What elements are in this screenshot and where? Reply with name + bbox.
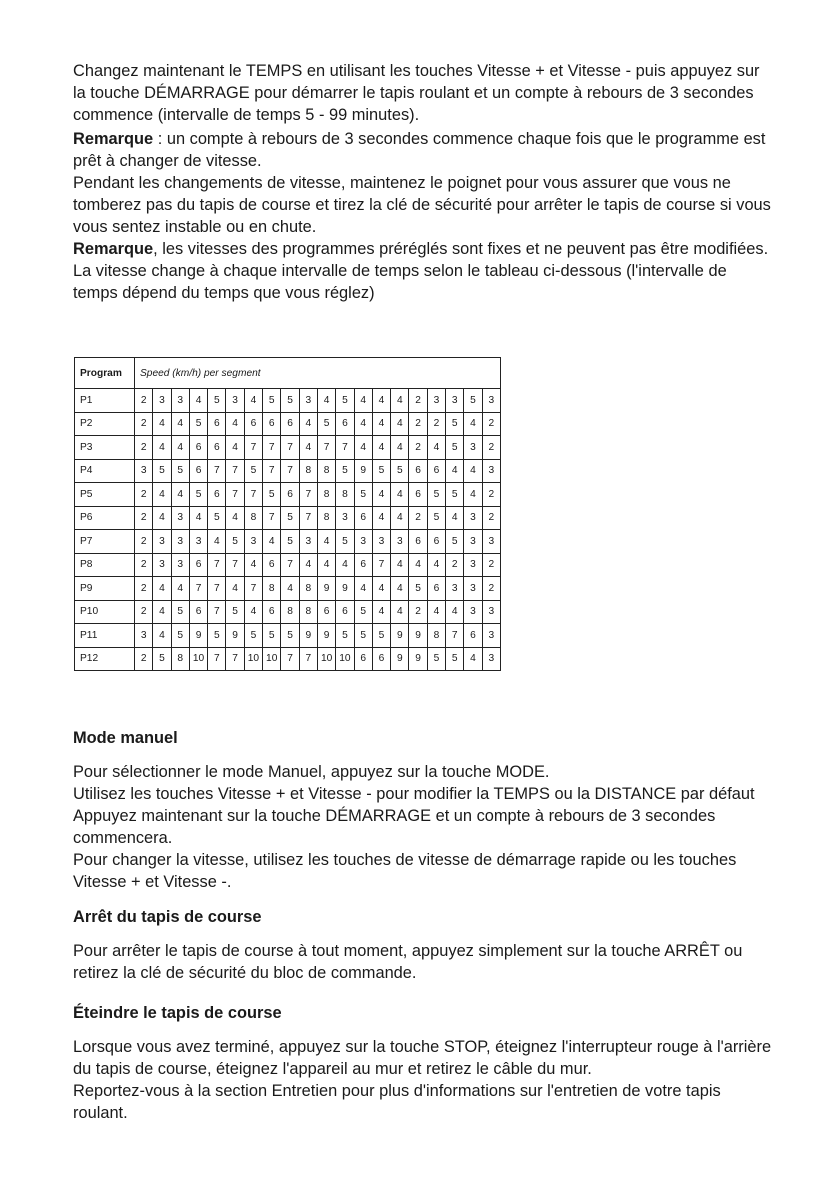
speed-cell: 6 [263,412,281,436]
speed-cell: 5 [281,530,299,554]
speed-cell: 4 [153,436,171,460]
speed-cell: 4 [427,553,445,577]
speed-cell: 5 [391,459,409,483]
speed-cell: 5 [446,483,464,507]
speed-cell: 10 [244,647,262,671]
speed-cell: 5 [171,459,189,483]
speed-cell: 7 [263,506,281,530]
program-name-cell: P5 [75,483,135,507]
speed-cell: 3 [464,506,482,530]
program-name-cell: P3 [75,436,135,460]
speed-cell: 3 [153,553,171,577]
speed-cell: 3 [135,624,153,648]
speed-cell: 5 [263,483,281,507]
speed-cell: 3 [336,506,354,530]
speed-cell: 3 [171,530,189,554]
speed-cell: 4 [464,459,482,483]
speed-cell: 7 [446,624,464,648]
speed-cell: 8 [263,577,281,601]
speed-cell: 2 [135,389,153,413]
speed-cell: 7 [244,436,262,460]
speed-cell: 7 [189,577,207,601]
off-paragraph-1: Lorsque vous avez terminé, appuyez sur la touche STOP, éteignez l'interrupteur rouge à l'arrière du tapis de course, éteignez l'appareil au mur et retirez le câble du mur. [73,1038,772,1078]
speed-cell: 7 [281,647,299,671]
speed-cell: 4 [372,483,390,507]
speed-cell: 4 [263,530,281,554]
speed-cell: 9 [317,624,335,648]
speed-cell: 3 [446,577,464,601]
speed-cell: 7 [226,483,244,507]
speed-cell: 4 [372,600,390,624]
table-row [75,389,501,413]
remark-2 [73,238,773,260]
speed-cell: 4 [372,412,390,436]
speed-cell: 2 [135,506,153,530]
speed-cell: 2 [409,389,427,413]
speed-cell: 4 [171,436,189,460]
speed-cell: 4 [372,506,390,530]
speed-cell: 7 [317,436,335,460]
speed-cell: 8 [317,483,335,507]
manual-paragraph-4: Pour changer la vitesse, utilisez les touches de vitesse de démarrage rapide ou les touches Vitesse + et Vitesse -. [73,851,737,891]
speed-cell: 10 [189,647,207,671]
remark-2-label: Remarque [73,240,154,258]
speed-cell: 4 [372,436,390,460]
speed-cell: 4 [464,483,482,507]
manual-title: Mode manuel [73,729,178,747]
speed-cell: 3 [135,459,153,483]
program-name-cell: P6 [75,506,135,530]
speed-cell: 4 [299,553,317,577]
speed-cell: 5 [336,389,354,413]
header-program: Program [75,358,135,389]
speed-cell: 4 [391,389,409,413]
remark-1-text: : un compte à rebours de 3 secondes commence chaque fois que le programme est prêt à changer de vitesse. [73,130,766,170]
speed-cell: 4 [189,506,207,530]
speed-cell: 3 [391,530,409,554]
speed-cell: 5 [281,389,299,413]
program-name-cell: P7 [75,530,135,554]
speed-cell: 4 [446,600,464,624]
speed-cell: 5 [244,624,262,648]
speed-cell: 8 [171,647,189,671]
speed-cell: 5 [354,600,372,624]
speed-cell: 6 [336,600,354,624]
speed-cell: 5 [354,624,372,648]
speed-cell: 8 [336,483,354,507]
speed-cell: 7 [244,483,262,507]
speed-cell: 5 [317,412,335,436]
speed-cell: 7 [299,483,317,507]
speed-cell: 3 [226,389,244,413]
speed-cell: 9 [317,577,335,601]
speed-cell: 8 [244,506,262,530]
speed-cell: 5 [226,600,244,624]
speed-cell: 6 [281,483,299,507]
speed-cell: 6 [208,436,226,460]
speed-cell: 3 [171,389,189,413]
speed-cell: 2 [482,506,500,530]
speed-cell: 4 [299,412,317,436]
speed-cell: 4 [171,483,189,507]
speed-cell: 8 [281,600,299,624]
speed-cell: 4 [391,412,409,436]
speed-cell: 9 [391,624,409,648]
speed-cell: 4 [427,600,445,624]
speed-cell: 5 [189,483,207,507]
speed-cell: 3 [464,530,482,554]
speed-cell: 7 [299,506,317,530]
speed-cell: 4 [226,577,244,601]
speed-cell: 5 [464,389,482,413]
speed-cell: 5 [281,624,299,648]
speed-cell: 6 [244,412,262,436]
program-name-cell: P10 [75,600,135,624]
speed-cell: 2 [409,506,427,530]
speed-cell: 5 [427,647,445,671]
speed-cell: 3 [244,530,262,554]
speed-cell: 4 [153,624,171,648]
speed-cell: 4 [317,553,335,577]
speed-cell: 4 [189,389,207,413]
speed-cell: 5 [208,624,226,648]
speed-cell: 5 [281,506,299,530]
speed-cell: 3 [482,459,500,483]
speed-cell: 2 [409,600,427,624]
speed-cell: 5 [208,506,226,530]
speed-cell: 2 [409,412,427,436]
speed-cell: 7 [299,647,317,671]
speed-cell: 6 [208,483,226,507]
speed-cell: 2 [446,553,464,577]
table-row [75,436,501,460]
table-row [75,483,501,507]
speed-cell: 2 [135,483,153,507]
speed-cell: 8 [317,459,335,483]
speed-cell: 5 [336,624,354,648]
speed-cell: 3 [482,647,500,671]
speed-cell: 9 [299,624,317,648]
speed-cell: 4 [244,553,262,577]
speed-cell: 4 [171,412,189,436]
speed-cell: 5 [446,436,464,460]
speed-cell: 6 [317,600,335,624]
speed-cell: 3 [299,530,317,554]
speed-cell: 5 [153,459,171,483]
speed-cell: 7 [372,553,390,577]
speed-cell: 6 [189,459,207,483]
speed-cell: 9 [226,624,244,648]
speed-cell: 5 [171,624,189,648]
speed-cell: 4 [153,483,171,507]
speed-cell: 9 [189,624,207,648]
speed-cell: 7 [226,459,244,483]
program-name-cell: P8 [75,553,135,577]
speed-cell: 2 [135,647,153,671]
speed-cell: 4 [226,506,244,530]
speed-cell: 6 [281,412,299,436]
speed-cell: 4 [153,577,171,601]
off-section [73,1002,773,1124]
speed-cell: 6 [336,412,354,436]
table-row [75,530,501,554]
off-paragraph-2: Reportez-vous à la section Entretien pour plus d'informations sur l'entretien de votre tapis roulant. [73,1082,721,1122]
speed-cell: 4 [153,600,171,624]
speed-cell: 6 [427,459,445,483]
speed-cell: 3 [482,624,500,648]
speed-cell: 3 [464,600,482,624]
speed-cell: 9 [409,647,427,671]
speed-cell: 4 [446,506,464,530]
speed-cell: 5 [427,506,445,530]
speed-cell: 10 [263,647,281,671]
speed-cell: 4 [354,577,372,601]
speed-cell: 3 [189,530,207,554]
table-row [75,577,501,601]
speed-cell: 4 [391,436,409,460]
speed-cell: 7 [208,600,226,624]
speed-cell: 7 [208,577,226,601]
remark-1-label: Remarque [73,130,154,148]
speed-cell: 4 [391,553,409,577]
speed-cell: 7 [226,647,244,671]
stop-paragraph-1: Pour arrêter le tapis de course à tout moment, appuyez simplement sur la touche ARRÊT ou retirez la clé de sécurité du bloc de commande. [73,942,743,982]
intro-section [73,60,773,304]
speed-cell: 5 [226,530,244,554]
speed-cell: 7 [208,459,226,483]
header-speed: Speed (km/h) per segment [135,358,501,389]
speed-cell: 4 [464,412,482,436]
speed-cell: 5 [427,483,445,507]
speed-cell: 4 [446,459,464,483]
speed-cell: 5 [189,412,207,436]
intro-paragraph-2: Pendant les changements de vitesse, maintenez le poignet pour vous assurer que vous ne tomberez pas du tapis de course et tirez la clé de sécurité pour arrêter le tapis de course si vous vous sentez instable ou en chute. [73,174,771,236]
speed-cell: 4 [391,506,409,530]
table-row [75,412,501,436]
speed-cell: 4 [153,506,171,530]
table-row [75,624,501,648]
speed-cell: 6 [409,483,427,507]
speed-cell: 4 [372,577,390,601]
table-row [75,506,501,530]
speed-cell: 9 [391,647,409,671]
speed-cell: 4 [391,483,409,507]
speed-cell: 7 [263,459,281,483]
speed-cell: 10 [336,647,354,671]
speed-cell: 5 [446,647,464,671]
speed-cell: 5 [171,600,189,624]
speed-cell: 5 [446,530,464,554]
speed-cell: 7 [281,459,299,483]
speed-cell: 4 [372,389,390,413]
speed-cell: 8 [427,624,445,648]
program-name-cell: P2 [75,412,135,436]
program-name-cell: P11 [75,624,135,648]
speed-cell: 8 [299,577,317,601]
program-name-cell: P12 [75,647,135,671]
speed-cell: 3 [171,553,189,577]
speed-cell: 2 [427,412,445,436]
speed-cell: 6 [189,600,207,624]
table-row [75,553,501,577]
stop-title: Arrêt du tapis de course [73,908,262,926]
speed-cell: 3 [299,389,317,413]
speed-cell: 6 [263,553,281,577]
speed-cell: 5 [446,412,464,436]
speed-cell: 4 [391,577,409,601]
speed-cell: 5 [208,389,226,413]
stop-section [73,906,773,984]
speed-cell: 4 [244,389,262,413]
manual-paragraph-2: Utilisez les touches Vitesse + et Vitesse - pour modifier la TEMPS ou la DISTANCE par défaut [73,785,755,803]
speed-cell: 5 [263,624,281,648]
speed-cell: 7 [208,647,226,671]
intro-paragraph-1: Changez maintenant le TEMPS en utilisant les touches Vitesse + et Vitesse - puis appuyez sur la touche DÉMARRAGE pour démarrer le tapis roulant et un compte à rebours de 3 secondes commence (intervalle de temps 5 - 99 minutes). [73,62,760,124]
speed-cell: 4 [281,577,299,601]
program-name-cell: P1 [75,389,135,413]
speed-cell: 6 [464,624,482,648]
speed-cell: 4 [317,389,335,413]
speed-cell: 3 [464,436,482,460]
speed-cell: 4 [153,412,171,436]
manual-paragraph-3: Appuyez maintenant sur la touche DÉMARRAGE et un compte à rebours de 3 secondes commencera. [73,807,716,847]
speed-cell: 6 [189,553,207,577]
speed-cell: 3 [482,389,500,413]
speed-cell: 2 [482,553,500,577]
speed-cell: 2 [409,436,427,460]
speed-cell: 3 [464,577,482,601]
speed-cell: 6 [427,577,445,601]
speed-cell: 8 [317,506,335,530]
speed-cell: 5 [409,577,427,601]
program-name-cell: P9 [75,577,135,601]
speed-cell: 9 [354,459,372,483]
speed-cell: 4 [354,436,372,460]
speed-table [74,357,501,671]
speed-cell: 3 [153,530,171,554]
speed-cell: 6 [427,530,445,554]
speed-cell: 3 [446,389,464,413]
speed-cell: 5 [372,459,390,483]
speed-cell: 6 [354,647,372,671]
speed-cell: 4 [226,436,244,460]
speed-cell: 4 [354,412,372,436]
speed-cell: 3 [171,506,189,530]
speed-cell: 4 [409,553,427,577]
speed-cell: 2 [135,600,153,624]
speed-cell: 8 [299,459,317,483]
program-name-cell: P4 [75,459,135,483]
speed-cell: 4 [299,436,317,460]
speed-cell: 3 [372,530,390,554]
speed-cell: 9 [409,624,427,648]
speed-cell: 2 [482,577,500,601]
table-body [75,389,501,671]
speed-cell: 7 [244,577,262,601]
speed-table-wrapper [74,357,501,671]
speed-cell: 3 [482,530,500,554]
speed-cell: 4 [391,600,409,624]
speed-cell: 2 [135,530,153,554]
speed-cell: 3 [153,389,171,413]
speed-cell: 9 [336,577,354,601]
table-header-row [75,358,501,389]
speed-cell: 8 [299,600,317,624]
speed-cell: 2 [135,553,153,577]
speed-cell: 6 [354,553,372,577]
speed-cell: 5 [372,624,390,648]
speed-cell: 4 [336,553,354,577]
speed-cell: 10 [317,647,335,671]
table-row [75,600,501,624]
speed-cell: 6 [409,459,427,483]
speed-cell: 4 [317,530,335,554]
speed-cell: 5 [336,459,354,483]
speed-cell: 3 [427,389,445,413]
speed-cell: 6 [189,436,207,460]
speed-cell: 7 [208,553,226,577]
remark-2-text: , les vitesses des programmes préréglés sont fixes et ne peuvent pas être modifiées. [153,240,769,258]
speed-cell: 6 [208,412,226,436]
speed-cell: 5 [263,389,281,413]
speed-cell: 2 [135,412,153,436]
speed-cell: 4 [464,647,482,671]
intro-paragraph-3: La vitesse change à chaque intervalle de temps selon le tableau ci-dessous (l'intervalle de temps dépend du temps que vous réglez) [73,262,727,302]
table-row [75,459,501,483]
manual-section [73,727,773,893]
speed-cell: 2 [135,436,153,460]
speed-cell: 7 [263,436,281,460]
speed-cell: 5 [244,459,262,483]
speed-cell: 5 [153,647,171,671]
speed-cell: 2 [482,412,500,436]
speed-cell: 7 [281,436,299,460]
table-row [75,647,501,671]
speed-cell: 5 [336,530,354,554]
speed-cell: 2 [135,577,153,601]
speed-cell: 3 [482,600,500,624]
speed-cell: 3 [354,530,372,554]
speed-cell: 2 [482,436,500,460]
speed-cell: 4 [427,436,445,460]
remark-1 [73,128,773,172]
speed-cell: 4 [226,412,244,436]
speed-cell: 6 [354,506,372,530]
manual-paragraph-1: Pour sélectionner le mode Manuel, appuyez sur la touche MODE. [73,763,550,781]
speed-cell: 7 [336,436,354,460]
speed-cell: 4 [171,577,189,601]
speed-cell: 7 [281,553,299,577]
speed-cell: 4 [208,530,226,554]
speed-cell: 3 [464,553,482,577]
speed-cell: 6 [409,530,427,554]
speed-cell: 6 [263,600,281,624]
speed-cell: 6 [372,647,390,671]
speed-cell: 4 [354,389,372,413]
speed-cell: 7 [226,553,244,577]
speed-cell: 4 [244,600,262,624]
speed-cell: 5 [354,483,372,507]
off-title: Éteindre le tapis de course [73,1004,282,1022]
speed-cell: 2 [482,483,500,507]
